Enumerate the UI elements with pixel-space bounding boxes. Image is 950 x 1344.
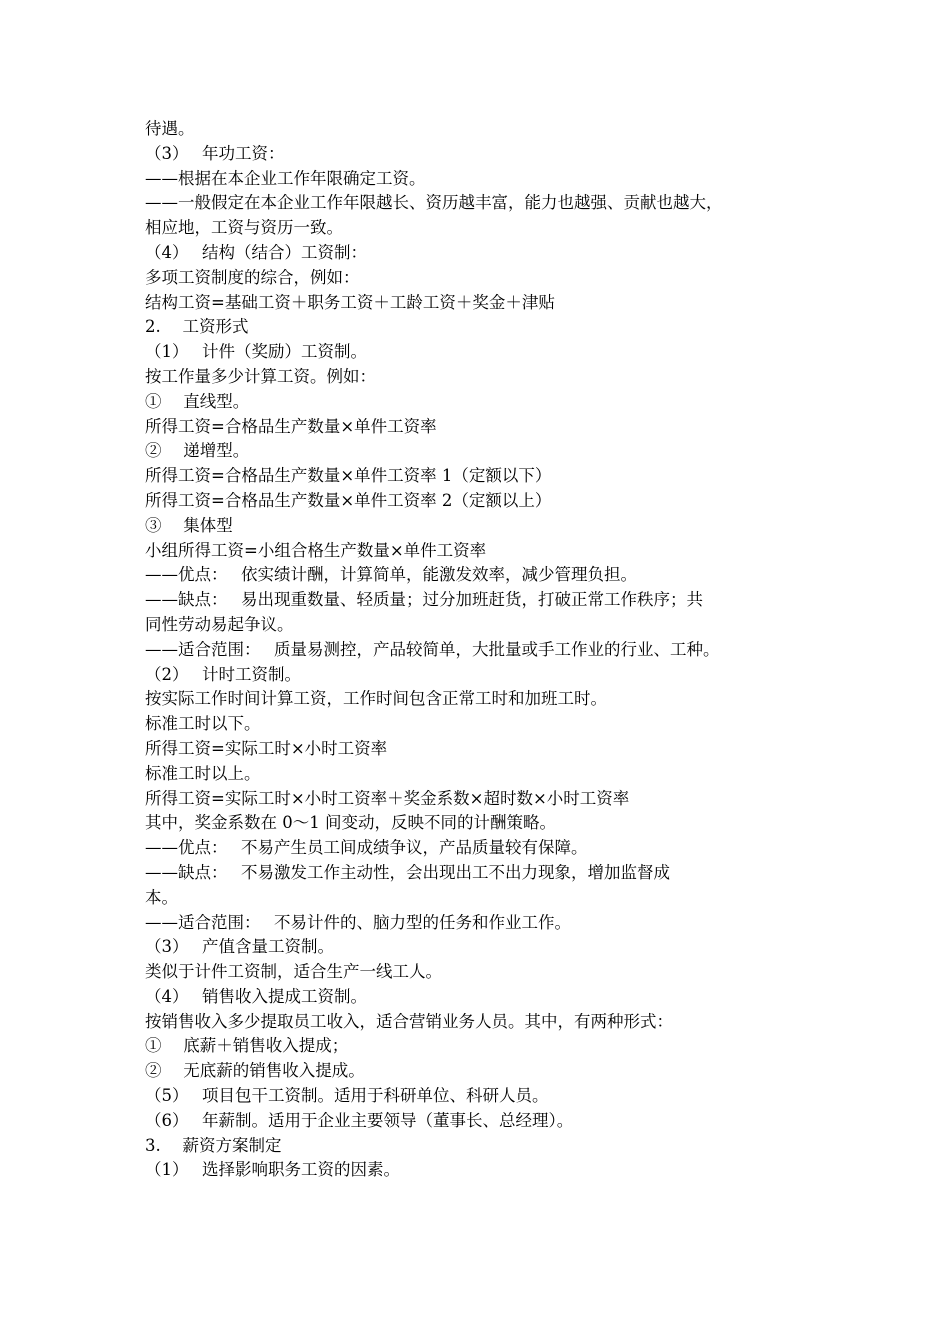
text-line: 同性劳动易起争议。 [145,614,294,634]
text-line: ② 递增型。 [145,441,250,461]
text-line: 所得工资=合格品生产数量×单件工资率 1（定额以下） [145,466,552,486]
text-line: 本。 [145,887,178,907]
text-line: ——优点： 不易产生员工间成绩争议，产品质量较有保障。 [145,838,588,858]
text-line: 待遇。 [145,119,195,138]
section-heading: 2. 工资形式 [145,317,249,337]
text-line: ③ 集体型 [145,515,233,535]
text-line: ——缺点： 不易激发工作主动性，会出现出工不出力现象，增加监督成 [145,862,670,882]
text-line: ① 直线型。 [145,391,250,411]
text-line: 所得工资=合格品生产数量×单件工资率 [145,416,437,436]
text-line: ① 底薪＋销售收入提成； [145,1036,349,1056]
text-line: 所得工资=合格品生产数量×单件工资率 2（定额以上） [145,490,552,510]
text-line: ② 无底薪的销售收入提成。 [145,1061,365,1081]
text-line: （4） 销售收入提成工资制。 [145,986,367,1006]
section-heading: 3. 薪资方案制定 [145,1135,282,1155]
text-line: （3） 年功工资： [145,143,285,163]
text-line: （6） 年薪制。适用于企业主要领导（董事长、总经理）。 [145,1110,574,1130]
text-line: 标准工时以上。 [145,763,261,783]
text-line: （3） 产值含量工资制。 [145,937,334,957]
text-line: 按工作量多少计算工资。例如： [145,366,376,386]
text-line: 多项工资制度的综合，例如： [145,267,360,287]
text-line: 类似于计件工资制，适合生产一线工人。 [145,962,442,982]
text-line: （2） 计时工资制。 [145,664,301,684]
text-line: 结构工资=基础工资＋职务工资＋工龄工资＋奖金＋津贴 [145,292,555,312]
text-line: ——适合范围： 不易计件的、脑力型的任务和作业工作。 [145,912,571,932]
text-line: （4） 结构（结合）工资制： [145,242,367,262]
text-line: ——根据在本企业工作年限确定工资。 [145,168,426,188]
text-line: ——缺点： 易出现重数量、轻质量；过分加班赶货，打破正常工作秩序；共 [145,590,703,610]
text-line: ——优点： 依实绩计酬，计算简单，能激发效率，减少管理负担。 [145,565,637,585]
text-line: （1） 选择影响职务工资的因素。 [145,1160,400,1180]
text-line: 小组所得工资=小组合格生产数量×单件工资率 [145,540,487,560]
text-line: 所得工资=实际工时×小时工资率 [145,738,388,758]
text-line: 相应地，工资与资历一致。 [145,218,343,238]
text-line: 所得工资=实际工时×小时工资率＋奖金系数×超时数×小时工资率 [145,788,630,808]
text-line: （5） 项目包干工资制。适用于科研单位、科研人员。 [145,1086,549,1106]
text-line: ——一般假定在本企业工作年限越长、资历越丰富，能力也越强、贡献也越大， [145,193,723,213]
text-line: 标准工时以下。 [145,714,261,734]
text-line: 按销售收入多少提取员工收入，适合营销业务人员。其中，有两种形式： [145,1011,673,1031]
text-line: ——适合范围： 质量易测控，产品较简单，大批量或手工作业的行业、工种。 [145,639,720,659]
text-line: 其中，奖金系数在 0～1 间变动，反映不同的计酬策略。 [145,813,556,833]
text-line: 按实际工作时间计算工资，工作时间包含正常工时和加班工时。 [145,689,607,709]
text-line: （1） 计件（奖励）工资制。 [145,342,367,362]
document-body [145,117,825,1183]
